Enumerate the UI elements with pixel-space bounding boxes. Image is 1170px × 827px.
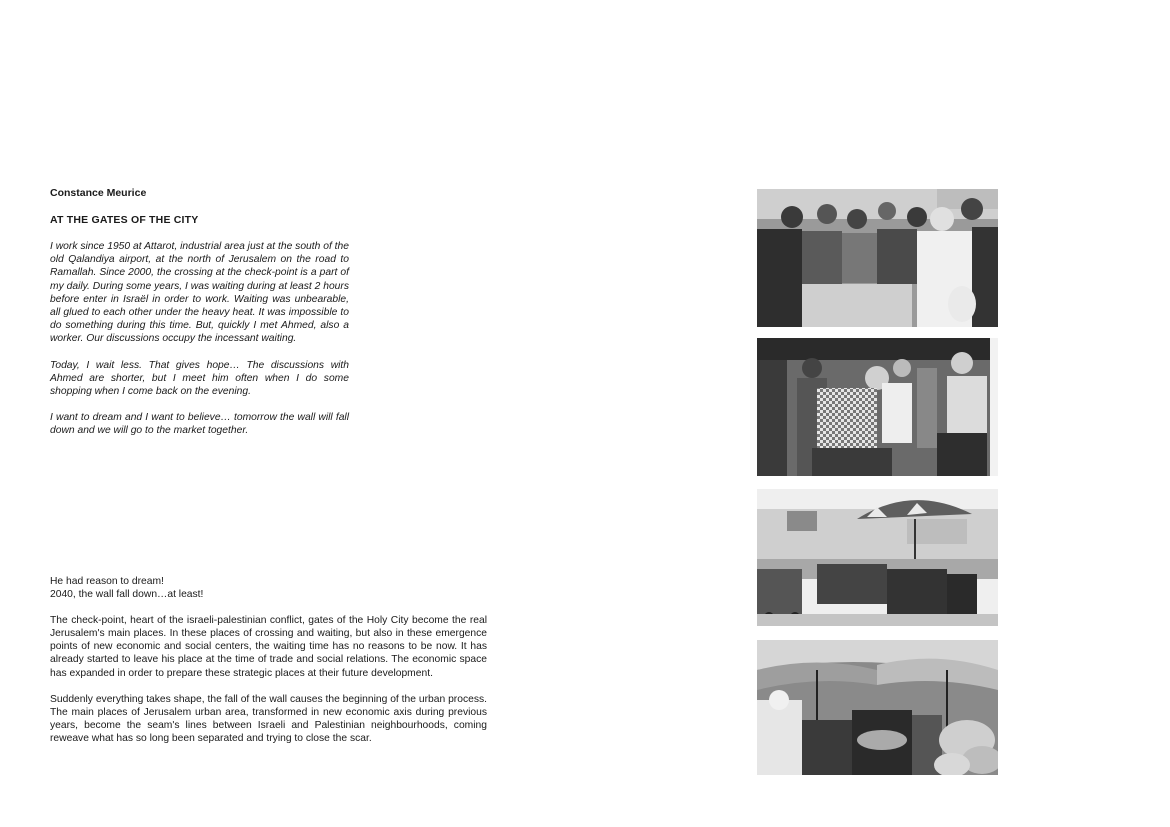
photo-street-market <box>757 489 998 626</box>
essay-lead <box>50 575 487 601</box>
photo-men-waiting <box>757 338 998 476</box>
essay-paragraph: Suddenly everything takes shape, the fall of the wall causes the beginning of the urban process. The main places of Jerusalem urban area, transformed in new economic axis during previous years, become the seam's lines between Israeli and Palestinian neighbourhoods, coming reweave what has so long been separated and trying to close the scar. <box>50 693 487 744</box>
essay-paragraph: The check-point, heart of the israeli-palestinian conflict, gates of the Holy City become the real Jerusalem's main places. In these places of crossing and waiting, but also in these emergence points of new economic and social centers, the waiting time has no reasons to be now. It has already started to leave his place at the time of trade and social relations. The economic space has expanded in order to prepare these strategic places at their future development. <box>50 615 487 679</box>
photo-checkpoint-crowd <box>757 189 998 327</box>
story-paragraph: I want to dream and I want to believe… tomorrow the wall will fall down and we will go to the market together. <box>50 412 349 437</box>
article-title: AT THE GATES OF THE CITY <box>50 214 199 226</box>
story-text <box>50 240 349 438</box>
photo-produce-market <box>757 640 998 775</box>
essay-lead-line: 2040, the wall fall down…at least! <box>50 589 204 601</box>
essay-lead-line: He had reason to dream! <box>50 576 164 587</box>
essay-text <box>50 575 487 745</box>
author-name: Constance Meurice <box>50 187 147 199</box>
story-paragraph: I work since 1950 at Attarot, industrial area just at the south of the old Qalandiya airport, at the north of Jerusalem on the road to Ramallah. Since 2000, the crossing at the check-point is a part of my daily. During some years, I was waiting during at least 2 hours before enter in Israël in order to work. Waiting was unbearable, all glued to each other under the heavy heat. It was impossible to do something during this time. But, quickly I met Ahmed, also a worker. Our discussions occupy the incessant waiting. <box>50 241 349 345</box>
story-paragraph: Today, I wait less. That gives hope… The discussions with Ahmed are shorter, but I meet him often when I do some shopping when I come back on the evening. <box>50 359 349 398</box>
